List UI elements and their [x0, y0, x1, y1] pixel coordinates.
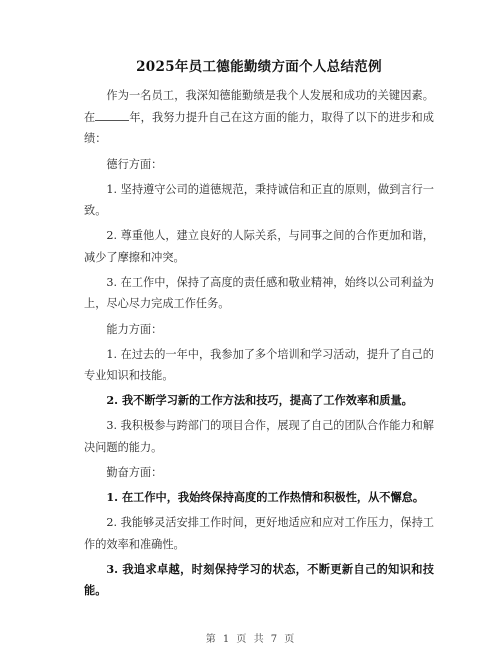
ability-item-2: 2. 我不断学习新的工作方法和技巧，提高了工作效率和质量。	[106, 393, 413, 407]
virtue-item-1: 1. 坚持遵守公司的道德规范，秉持诚信和正直的原则，做到言行一致。	[84, 182, 434, 217]
document-body	[84, 55, 434, 602]
diligence-item-3: 3. 我追求卓越，时刻保持学习的状态，不断更新自己的知识和技能。	[84, 561, 434, 597]
diligence-item-2: 2. 我能够灵活安排工作时间，更好地适应和应对工作压力，保持工作的效率和准确性。	[84, 516, 434, 551]
intro-paragraph	[84, 85, 434, 150]
intro-text-end: 年，我努力提升自己在这方面的能力，取得了以下的进步和成绩：	[84, 110, 434, 145]
ability-item-1: 1. 在过去的一年中，我参加了多个培训和学习活动，提升了自己的专业知识和技能。	[84, 347, 434, 382]
section-heading-diligence: 勤奋方面：	[106, 466, 163, 479]
virtue-item-3: 3. 在工作中，保持了高度的责任感和敬业精神，始终以公司利益为上，尽心尽力完成工作任务。	[84, 275, 434, 310]
section-heading-virtue: 德行方面：	[106, 157, 163, 171]
section-heading-ability: 能力方面：	[106, 322, 163, 336]
page-title: 2025年员工德能勤绩方面个人总结范例	[136, 59, 382, 75]
year-blank	[95, 108, 129, 121]
virtue-item-2: 2. 尊重他人，建立良好的人际关系，与同事之间的合作更加和谐，减少了摩擦和冲突。	[84, 229, 434, 264]
intro-text-start: 作为一名员工，我深知德能勤绩是我个人发展和成功的关键因素。在	[84, 89, 434, 124]
diligence-item-1: 1. 在工作中，我始终保持高度的工作热情和积极性，从不懈怠。	[106, 490, 425, 504]
page-footer: 第 1 页 共 7 页	[205, 634, 297, 645]
ability-item-3: 3. 我积极参与跨部门的项目合作，展现了自己的团队合作能力和解决问题的能力。	[84, 419, 434, 454]
